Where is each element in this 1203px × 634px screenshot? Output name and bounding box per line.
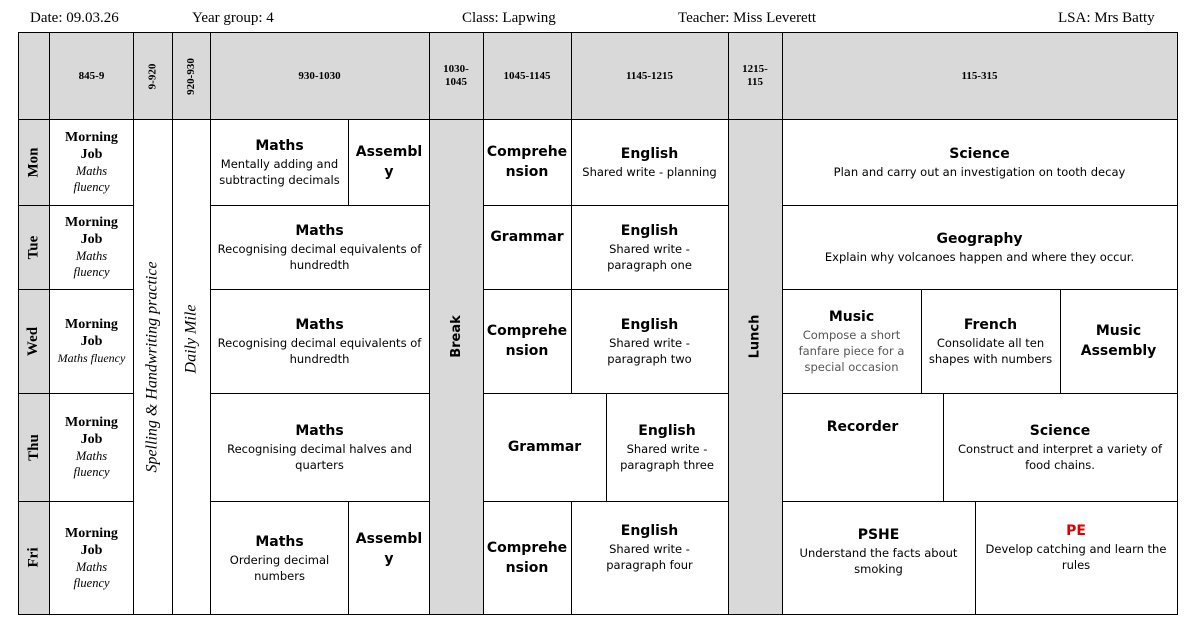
subject-title: Science xyxy=(1029,423,1091,439)
subject-title: Maths xyxy=(295,223,344,239)
thu-english xyxy=(606,393,728,501)
grid-line xyxy=(483,33,484,614)
subject-description: Mentally adding and xyxy=(220,157,339,171)
cell-subtitle: Maths xyxy=(75,559,108,574)
thu-morning-job xyxy=(49,393,134,501)
corner-cell xyxy=(19,33,49,119)
cell-title: Job xyxy=(80,334,103,349)
break-label: Break xyxy=(448,315,464,358)
subject-title: Comprehe xyxy=(486,539,568,556)
cell-title: Morning xyxy=(65,317,118,332)
day-label: Tue xyxy=(25,235,42,259)
grid-line xyxy=(483,501,728,502)
subject-description: hundredth xyxy=(289,352,350,366)
day-label: Wed xyxy=(25,326,42,356)
grid-line xyxy=(18,32,1178,33)
grid-line xyxy=(210,289,429,290)
tue-english xyxy=(571,205,728,289)
day-wed xyxy=(19,289,49,393)
class-label: Class: Lapwing xyxy=(462,10,556,26)
tue-maths xyxy=(210,205,429,289)
grid-line xyxy=(18,614,1178,615)
time-label: 9-920 xyxy=(146,63,159,89)
year-group-label: Year group: 4 xyxy=(192,10,274,26)
mon-english xyxy=(571,119,728,205)
subject-description: Understand the facts about xyxy=(799,546,958,560)
grid-line xyxy=(782,33,783,614)
subject-title: English xyxy=(620,317,679,333)
subject-title: Assembl xyxy=(355,531,423,547)
grid-line xyxy=(728,33,729,614)
cell-subtitle: fluency xyxy=(73,575,110,590)
subject-title: Recorder xyxy=(826,419,899,435)
subject-description: Construct and interpret a variety of xyxy=(957,442,1163,456)
subject-description: Shared write - planning xyxy=(582,165,717,179)
grid-line xyxy=(18,393,134,394)
subject-description: food chains. xyxy=(1025,458,1095,472)
grid-line xyxy=(1060,289,1061,393)
grid-line xyxy=(348,501,349,614)
day-tue xyxy=(19,205,49,289)
time-header-1145-1215 xyxy=(571,33,728,119)
subject-description: paragraph three xyxy=(620,458,714,472)
subject-description: rules xyxy=(1061,558,1091,572)
subject-title: Grammar xyxy=(490,229,564,245)
subject-description: smoking xyxy=(854,562,903,576)
time-label: 845-9 xyxy=(78,69,105,82)
subject-title: Geography xyxy=(936,231,1023,247)
subject-title: PE xyxy=(1066,523,1086,539)
subject-description: Recognising decimal equivalents of xyxy=(217,242,422,256)
cell-title: Job xyxy=(80,232,103,247)
mon-morning-job xyxy=(49,119,134,205)
subject-title: Assembl xyxy=(355,144,423,160)
grid-line xyxy=(49,33,50,614)
grid-line xyxy=(571,33,572,393)
time-label-line1: 1030- xyxy=(443,63,469,75)
time-header-115-315 xyxy=(782,33,1177,119)
subject-title: nsion xyxy=(505,164,549,180)
fri-english xyxy=(571,501,728,614)
wed-comprehension xyxy=(483,289,571,393)
wed-morning-job xyxy=(49,289,134,393)
subject-description: Shared write - xyxy=(626,442,708,456)
spelling-handwriting-label: Spelling & Handwriting practice xyxy=(144,260,161,473)
subject-description: Plan and carry out an investigation on tooth decay xyxy=(833,165,1126,179)
thu-science xyxy=(943,393,1177,501)
spelling-handwriting-cell xyxy=(134,119,172,614)
cell-title: Morning xyxy=(65,130,118,145)
cell-title: Morning xyxy=(65,525,118,541)
subject-title: Science xyxy=(949,146,1010,162)
time-label: 1045-1145 xyxy=(503,69,551,82)
grid-line xyxy=(210,205,429,206)
grid-line xyxy=(943,393,944,501)
cell-title: Job xyxy=(80,542,103,558)
grid-line xyxy=(429,33,430,614)
thu-maths xyxy=(210,393,429,501)
mon-assembly xyxy=(349,119,429,205)
day-label: Mon xyxy=(25,147,42,177)
grid-line xyxy=(210,33,211,614)
thu-grammar xyxy=(483,393,606,501)
subject-description: fanfare piece for a xyxy=(798,344,905,358)
wed-english xyxy=(571,289,728,393)
grid-line xyxy=(18,205,134,206)
subject-title: Maths xyxy=(255,138,304,154)
mon-comprehension xyxy=(483,119,571,205)
day-label: Thu xyxy=(25,433,42,461)
thu-recorder xyxy=(782,393,943,501)
subject-title: Comprehe xyxy=(486,144,568,160)
grid-line xyxy=(782,501,1178,502)
time-header-930-1030 xyxy=(210,33,429,119)
teacher-label: Teacher: Miss Leverett xyxy=(678,10,817,26)
subject-title: y xyxy=(384,551,394,567)
subject-description: Recognising decimal halves and xyxy=(227,442,412,456)
subject-title: English xyxy=(638,423,696,439)
subject-description: shapes with numbers xyxy=(928,352,1053,366)
subject-title: Maths xyxy=(295,317,344,333)
tue-morning-job xyxy=(49,205,134,289)
subject-title: English xyxy=(620,223,679,239)
subject-title: Comprehe xyxy=(486,323,568,339)
mon-maths xyxy=(210,119,349,205)
fri-pe xyxy=(975,501,1177,614)
date-label: Date: 09.03.26 xyxy=(30,10,119,26)
grid-line xyxy=(18,501,134,502)
tue-grammar xyxy=(483,205,571,289)
subject-description: hundredth xyxy=(289,258,350,272)
subject-description: paragraph four xyxy=(606,558,693,572)
cell-title: Morning xyxy=(65,215,118,230)
grid-line xyxy=(921,289,922,393)
subject-description: Shared write - xyxy=(609,336,690,350)
subject-description: Develop catching and learn the xyxy=(985,542,1167,556)
wed-music xyxy=(782,289,921,393)
time-label: 930-1030 xyxy=(298,69,341,82)
fri-pshe xyxy=(782,501,975,614)
grid-line xyxy=(18,289,134,290)
fri-maths xyxy=(210,501,349,614)
subject-title: Maths xyxy=(255,533,304,550)
cell-subtitle: fluency xyxy=(73,265,110,279)
time-header-1045-1145 xyxy=(483,33,571,119)
grid-line xyxy=(483,289,728,290)
grid-line xyxy=(606,393,607,501)
time-label-line2: 1045 xyxy=(445,76,467,88)
time-label: 920-930 xyxy=(184,57,197,95)
wed-french xyxy=(921,289,1060,393)
cell-title: Job xyxy=(80,432,103,447)
grid-line xyxy=(483,393,728,394)
grid-line xyxy=(133,33,134,614)
grid-line xyxy=(571,501,572,614)
subject-title: English xyxy=(620,146,679,162)
grid-line xyxy=(782,289,1178,290)
cell-subtitle: Maths xyxy=(75,249,108,263)
fri-assembly xyxy=(349,501,429,614)
subject-description: paragraph two xyxy=(607,352,692,366)
subject-title: PSHE xyxy=(857,527,900,543)
lsa-label: LSA: Mrs Batty xyxy=(1058,10,1155,26)
daily-mile-label: Daily Mile xyxy=(182,304,199,373)
time-header-920-930 xyxy=(172,33,210,119)
break-cell xyxy=(429,119,483,614)
time-label-line1: 1215- xyxy=(742,63,768,75)
subject-description: Recognising decimal equivalents of xyxy=(217,336,422,350)
grid-line xyxy=(210,393,429,394)
subject-title: nsion xyxy=(505,559,549,576)
lunch-cell xyxy=(728,119,782,614)
subject-description: Ordering decimal xyxy=(229,552,330,567)
grid-line xyxy=(483,205,728,206)
subject-description: special occasion xyxy=(804,360,899,374)
grid-line xyxy=(210,501,429,502)
time-header-9-920 xyxy=(134,33,172,119)
subject-description: subtracting decimals xyxy=(219,173,340,187)
subject-description: Shared write - xyxy=(609,242,690,256)
day-label: Fri xyxy=(25,547,42,568)
daily-mile-cell xyxy=(172,119,210,614)
wed-music-assembly xyxy=(1060,289,1177,393)
time-header-1215-115 xyxy=(728,33,782,119)
cell-subtitle: Maths xyxy=(75,164,108,178)
subject-title: Grammar xyxy=(507,439,582,455)
subject-title: Maths xyxy=(295,423,344,439)
subject-description: quarters xyxy=(295,458,344,472)
time-label: 115-315 xyxy=(961,69,998,82)
subject-title: Music xyxy=(1095,323,1142,339)
grid-line xyxy=(975,501,976,614)
grid-line xyxy=(348,119,349,205)
time-label: 1145-1215 xyxy=(625,69,674,82)
subject-title: y xyxy=(384,164,394,180)
grid-line xyxy=(782,393,1178,394)
day-fri xyxy=(19,501,49,614)
day-thu xyxy=(19,393,49,501)
fri-morning-job xyxy=(49,501,134,614)
subject-title: Assembly xyxy=(1080,343,1157,359)
subject-title: English xyxy=(620,523,679,539)
subject-description: Consolidate all ten xyxy=(936,336,1045,350)
cell-subtitle: fluency xyxy=(73,180,110,194)
grid-line xyxy=(172,33,173,614)
subject-description: paragraph one xyxy=(607,258,692,272)
grid-line xyxy=(782,205,1178,206)
subject-description: numbers xyxy=(254,568,305,583)
time-label-line2: 115 xyxy=(747,76,763,88)
subject-description: Shared write - xyxy=(609,542,690,556)
fri-comprehension xyxy=(483,501,571,614)
subject-title: nsion xyxy=(505,343,549,359)
time-header-845-9 xyxy=(49,33,134,119)
lunch-label: Lunch xyxy=(747,314,763,359)
wed-maths xyxy=(210,289,429,393)
time-header-1030-1045 xyxy=(429,33,483,119)
cell-title: Job xyxy=(80,147,103,162)
day-mon xyxy=(19,119,49,205)
cell-subtitle: Maths fluency xyxy=(57,351,126,365)
subject-description: Explain why volcanoes happen and where they occur. xyxy=(824,250,1135,264)
cell-subtitle: Maths xyxy=(75,449,108,463)
subject-title: French xyxy=(963,317,1018,333)
subject-description: Compose a short xyxy=(802,328,901,342)
tue-geography xyxy=(782,205,1177,289)
cell-subtitle: fluency xyxy=(73,465,110,479)
mon-science xyxy=(782,119,1177,205)
cell-title: Morning xyxy=(65,415,118,430)
grid-line xyxy=(18,119,1178,120)
subject-title: Music xyxy=(828,309,875,325)
